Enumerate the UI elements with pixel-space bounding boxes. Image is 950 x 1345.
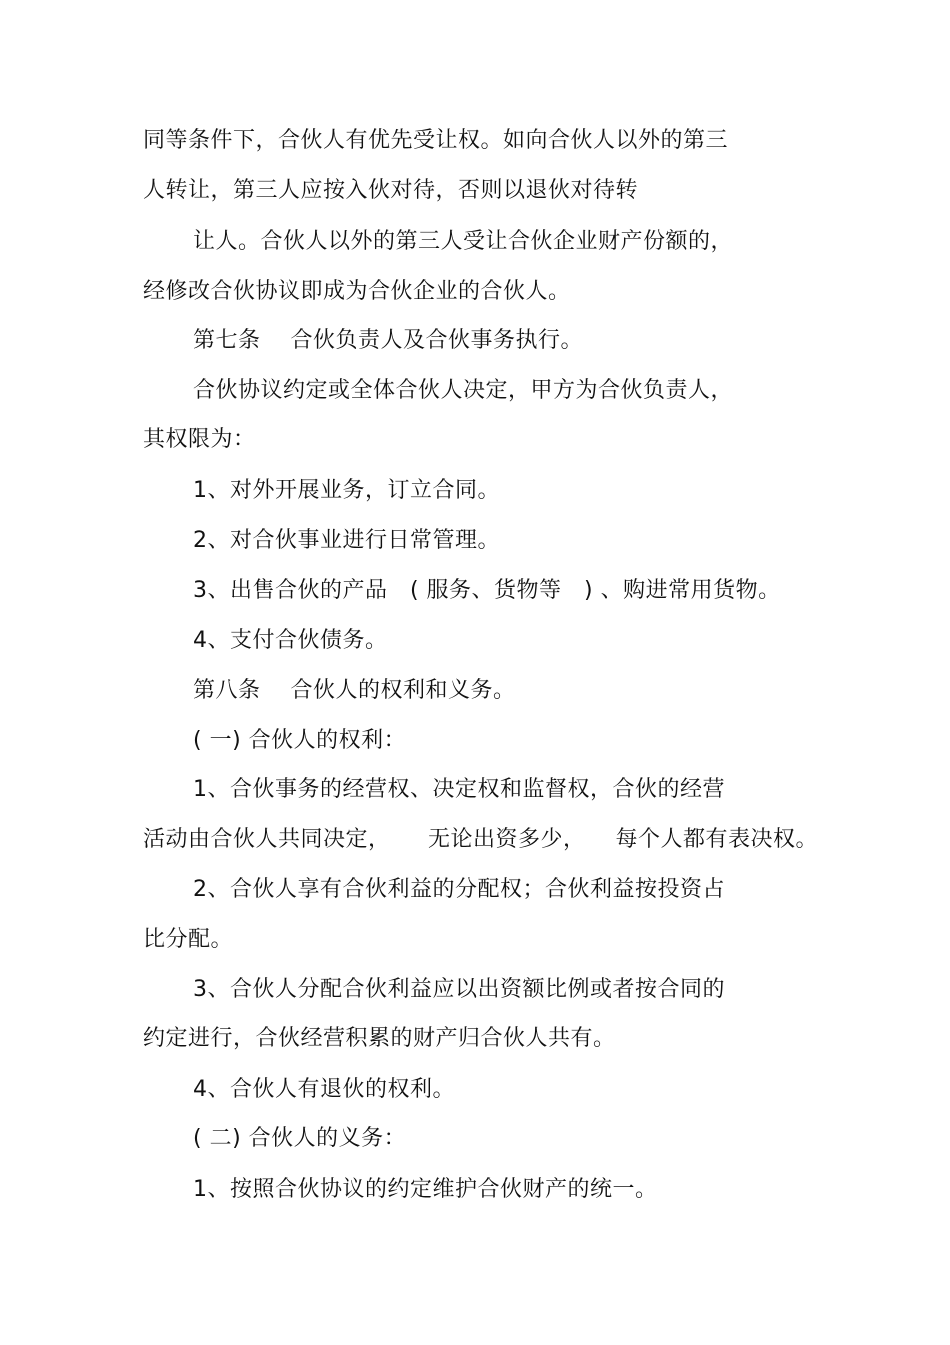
paragraph-line: 比分配。: [143, 927, 234, 952]
list-item: 1、按照合伙协议的约定维护合伙财产的统一。: [193, 1177, 658, 1202]
list-item: 2、对合伙事业进行日常管理。: [193, 528, 500, 553]
section-heading: ( 二) 合伙人的义务：: [193, 1126, 407, 1151]
article-heading: 第八条 合伙人的权利和义务。: [193, 678, 516, 703]
paragraph-line: 经修改合伙协议即成为合伙企业的合伙人。: [143, 279, 571, 304]
list-item: 2、合伙人享有合伙利益的分配权；合伙利益按投资占: [193, 877, 725, 902]
paragraph-line: 人转让，第三人应按入伙对待，否则以退伙对待转: [143, 178, 639, 203]
paragraph-line: 其权限为：: [143, 427, 256, 452]
list-item: 4、合伙人有退伙的权利。: [193, 1077, 455, 1102]
paragraph-line: 约定进行，合伙经营积累的财产归合伙人共有。: [143, 1026, 616, 1051]
list-item: 1、合伙事务的经营权、决定权和监督权，合伙的经营: [193, 777, 725, 802]
paragraph-line: 合伙协议约定或全体合伙人决定，甲方为合伙负责人，: [193, 378, 734, 403]
paragraph-line: 活动由合伙人共同决定， 无论出资多少， 每个人都有表决权。: [143, 827, 818, 852]
paragraph-line: 同等条件下，合伙人有优先受让权。如向合伙人以外的第三: [143, 128, 729, 153]
list-item: 3、合伙人分配合伙利益应以出资额比例或者按合同的: [193, 977, 725, 1002]
paragraph-line: 让人。合伙人以外的第三人受让合伙企业财产份额的，: [193, 229, 734, 254]
list-item: 4、支付合伙债务。: [193, 628, 388, 653]
section-heading: ( 一) 合伙人的权利：: [193, 728, 407, 753]
article-heading: 第七条 合伙负责人及合伙事务执行。: [193, 328, 583, 353]
list-item: 3、出售合伙的产品 ( 服务、货物等 ) 、购进常用货物。: [193, 578, 781, 603]
list-item: 1、对外开展业务，订立合同。: [193, 478, 500, 503]
